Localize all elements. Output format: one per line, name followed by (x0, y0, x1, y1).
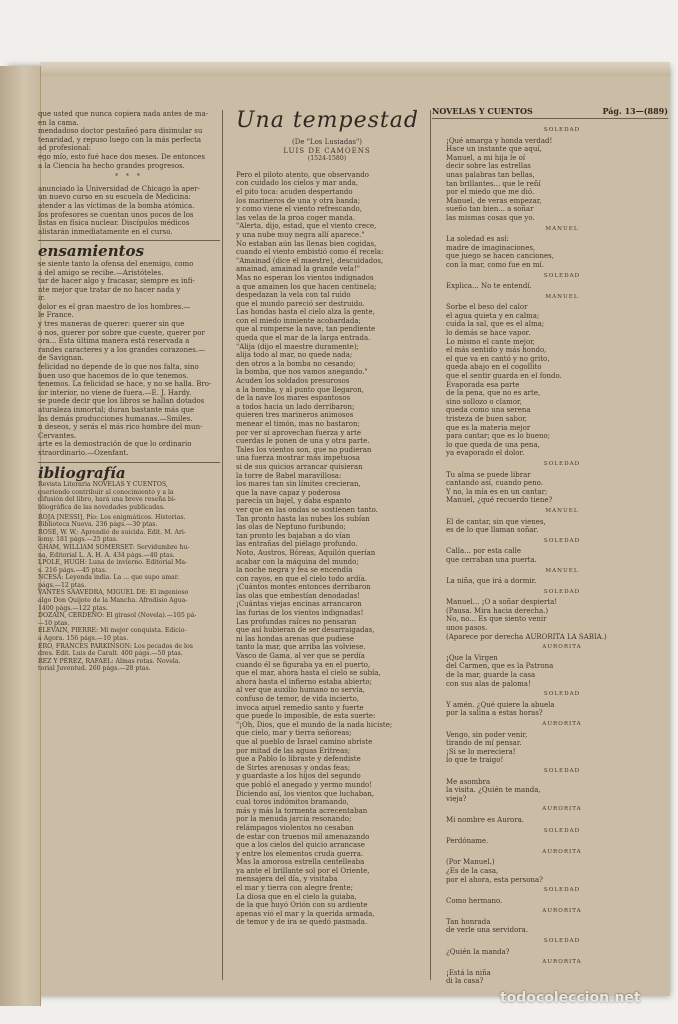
quote-line: buen uso que hacemos de lo que tenemos. (38, 371, 189, 380)
quote-line: a del amigo se recibe.—Aristóteles. (38, 268, 164, 277)
section-title-bibliografia: ibliografía (38, 463, 126, 482)
dialogue-line: ya evaporado el dolor. (446, 449, 525, 458)
poem-line: que así hubieran de ser desarraigadas, (236, 626, 375, 635)
dialogue-line: queda abajo en el cogollito (446, 363, 542, 372)
quote-line: se siente tanto la ofensa del enemigo, como (38, 259, 194, 268)
dialogue-line: por la salina a estas horas? (446, 709, 543, 718)
dialogue-line: con sus alas de paloma! (446, 679, 531, 688)
speaker-name: AURORITA (542, 959, 582, 966)
quote-line: le France. (38, 311, 74, 320)
quote-line: tenemos. La felicidad se hace, y no se halla. Bro- (38, 380, 212, 389)
poem-line: despedazan la vela con tal ruido (236, 291, 351, 300)
poem-line: que puede lo imposible, de esta suerte: (236, 712, 376, 721)
text-line: que usted que nunca copiera nada antes de ma- (38, 110, 209, 118)
bibliography-entry: —10 ptas. (38, 619, 70, 627)
bibliography-entry: págs.—12 ptas. (38, 581, 87, 589)
dialogue-line: (Pausa. Mira hacia derecha.) (446, 606, 549, 615)
poem-line: Tales los vientos son, que no pudieran (236, 445, 372, 454)
dialogue-line: Mi nombre es Aurora. (446, 815, 525, 824)
intro-text (38, 110, 220, 170)
dialogue-line: ¡Qué amarga y honda verdad! (446, 136, 553, 145)
dialogue-line: lo demás se hace vapor. (446, 329, 531, 338)
text-line: difusión del libro, hará una breve reseña bi- (38, 496, 176, 504)
dialogue-line: Manuel, de veras empezar, (446, 196, 542, 205)
poem-line: la noche negra y fea se encendía (236, 566, 353, 575)
poem-line: ya ante el brillante sol por el Oriente, (236, 866, 370, 875)
poem-line: Mas la amorosa estrella centelleaba (236, 858, 365, 867)
bibliography-entry: na, Editorial L. A. H. A. 434 págs.—40 ptas. (38, 551, 175, 559)
dialogue-line: las mismas cosas que yo. (446, 213, 535, 222)
dialogue-line: Lo mismo el cante mejor, (446, 337, 535, 346)
bibliography-entry: ROJA [NESSI], Pío: Los enigmáticos. Historias. (38, 513, 186, 521)
speaker-name: AURORITA (542, 644, 582, 651)
dialogue-line: tristeza de buen sabor, (446, 415, 528, 423)
poem-line: las entrañas del piélago profundo. (236, 540, 358, 549)
bibliography-entry: ELEVAIN, PIERRE: Mi mejor conquista. Edicio- (38, 627, 187, 635)
quote-line: ora... Esta última manera está reservada a (38, 337, 190, 346)
poem-line: Diciendo así, los vientos que luchaban, (236, 789, 375, 798)
poem-line: den otros a la bomba no cesando; (236, 359, 356, 368)
quote-line: tar de hacer algo y fracasar, siempre es infi- (38, 277, 195, 286)
text-line: un nuevo curso en su escuela de Medicina: (38, 193, 191, 202)
dialogue-line: Hace un instante que aquí, (446, 145, 542, 154)
poem-line: con cuidado los cielos y mar anda, (236, 179, 359, 188)
dialogue-line: Manuel... ¡O a soñar despierta! (446, 598, 558, 607)
bibliography-entry: dres. Edit. Luis de Caralt. 400 págs.—50 ptas. (38, 650, 183, 658)
dialogue-line: por el miedo que me dió. (446, 188, 535, 197)
quote-line: de Savignan. (38, 354, 84, 363)
dialogue-line: Tan honrada (446, 917, 491, 926)
poem-text (226, 171, 428, 927)
dialogue-line: Perdóname. (446, 837, 489, 846)
poem-line: No estaban aún las llenas bien cogidas, (236, 239, 377, 248)
bibliography-list (38, 514, 220, 673)
dialogue-line: Manuel, ¿qué recuerdo tiene? (446, 496, 553, 505)
speaker-name: AURORITA (542, 908, 582, 915)
dialogue-line: sino sollozo o clamor, (446, 397, 522, 406)
quote-line: Cervantes. (38, 431, 77, 440)
left-column (38, 110, 220, 673)
dialogue-line: que cerraban una puerta. (446, 555, 537, 564)
dialogue-line: No, no... Es que siento venir (446, 615, 547, 624)
speaker-name: SOLEDAD (543, 767, 581, 774)
bibliography-entry: s. 216 págs.—45 ptas. (38, 566, 107, 574)
quote-line: o nos, querer por sobre que cueste, querer por (38, 328, 205, 337)
dialogue-line: sueño tan bien... a soñar (446, 205, 534, 214)
poem-line: que cielo, mar y tierra señoreas; (236, 729, 352, 738)
poem-line: que al romperse la nave, tan pendiente (236, 325, 376, 334)
quotes-text (38, 260, 220, 458)
speaker-name: SOLEDAD (543, 588, 581, 595)
poem-line: el mar y tierra con alegre frente; (236, 884, 353, 893)
dialogue-line: para cantar; que es lo bueno; (446, 432, 551, 441)
text-line: ad profesional: (38, 144, 91, 153)
section-rule (38, 240, 220, 241)
poem-line: ahora hasta el infierno estaba abierto; (236, 677, 372, 686)
bibliography-entry: Biblioteca Nueva. 236 págs.—30 ptas. (38, 521, 158, 529)
quote-line: nte mejor que tratar de no hacer nada y (38, 285, 181, 294)
text-line: atender a las víctimas de la bomba atómica. (38, 201, 195, 210)
poem-line: Las profundas raíces no pensaran (236, 617, 357, 626)
poem-line: que la nave capaz y poderosa (236, 488, 341, 497)
dialogue-line: tirando de mí pensar. (446, 739, 522, 748)
poem-line: Las hondas hasta el cielo alza la gente, (236, 308, 375, 317)
poem-line: a la bomba, y al punto que llegaron, (236, 385, 364, 394)
poem-line: tan pronto les bajaban a do vían (236, 531, 351, 540)
poem-line: ni las hondas arenas que pudiese (236, 634, 355, 643)
poem-line: Noto, Austros, Bóreas, Aquilón querían (236, 548, 376, 557)
dialogue-line: tan brillantes... que le reñí (446, 179, 541, 188)
poem-line: alija todo al mar, no quede nada; (236, 351, 353, 360)
bibliography-entry: NCESA: Leyenda india. La ... que supo amar. (38, 574, 179, 582)
dialogue-line: La soledad es así: (446, 235, 509, 244)
poem-line: parecía un bajel, y daba espanto (236, 497, 352, 506)
dialogue-line: ¡Si se lo mereciera! (446, 747, 516, 756)
bibliography-entry: lemy. 181 págs.—25 ptas. (38, 536, 118, 544)
text-line: bliográfica de las novedades publicadas. (38, 503, 165, 511)
dialogue-line: por el ahora, esta persona? (446, 875, 543, 884)
text-line: mendadoso doctor pestañeó para disimular su (38, 127, 203, 136)
poem-line: las olas que embestían denodadas! (236, 591, 361, 600)
poem-line: el pito toca: acuden despertando (236, 187, 353, 196)
bibliography-entry: algo Don Quijote de la Mancha. Afrodisio Agua- (38, 597, 188, 605)
dialogue-line: ¿Quién la manda? (446, 947, 510, 956)
dialogue-line: Vengo, sin poder venir, (446, 730, 528, 739)
poem-line: más y más la tormenta acrecentaban (236, 806, 368, 815)
poem-line: "¡Oh, Dios, que el mundo de la nada hiciste; (236, 720, 393, 729)
speaker-name: SOLEDAD (543, 938, 581, 945)
text-line: listas en física nuclear. Discípulos médicos (38, 219, 190, 228)
quote-line: y tres maneras de querer: querer sin que (38, 320, 185, 329)
dialogue-line: el que va en cantó y no grito, (446, 354, 550, 363)
poem-line: confuso de temor, de vida incierto, (236, 695, 360, 703)
poem-line: La diosa que en el cielo la guiaba, (236, 892, 357, 901)
dialogue-line: el más sentido y más hondo, (446, 346, 547, 355)
dialogue-line: Me asombra (446, 777, 491, 786)
poem-line: de la que huyó Orión con su ardiente (236, 901, 368, 910)
column-rule-right (430, 110, 431, 980)
dialogue-line: Manuel, a mi hija le oí (446, 153, 526, 162)
page-curl (0, 66, 41, 1006)
bibliography-entry: REZ Y PÉREZ, RAFAEL: Almas rotas. Novela. (38, 657, 181, 665)
poem-line: la bomba, que nos vamos anegando." (236, 368, 368, 377)
page-edge (40, 62, 670, 76)
separator: * * * (115, 173, 143, 181)
middle-column (226, 138, 428, 927)
text-line: queriendo contribuir al conocimiento y a la (38, 488, 174, 496)
poem-line: con el miedo inmiente acobardada; (236, 316, 361, 325)
poem-line: cual toros indómitos bramando, (236, 798, 349, 807)
bibliography-entry: ROSE, W. W.: Aprendió de suicida. Edit. M. Ari- (38, 528, 186, 536)
dialogue-line: Evaporada esa parte (446, 380, 520, 389)
text-line: a la Ciencia ha hecho grandes progresos. (38, 161, 185, 170)
speaker-name: SOLEDAD (543, 827, 581, 834)
poem-line: acabar con la máquina del mundo; (236, 557, 359, 566)
text-line: Revista Literaria NOVELAS Y CUENTOS, (38, 481, 168, 489)
poem-line: los marineros de una y otra banda; (236, 196, 361, 205)
quote-line: dolor es el gran maestro de los hombres.— (38, 302, 191, 311)
poem-line: cuando él se figuraba ya en el puerto, (236, 660, 371, 669)
text-line: los profesores se cuentan unos pocos de los (38, 210, 194, 219)
poem-line: quieren tres marineros animosos (236, 411, 354, 420)
speaker-name: SOLEDAD (543, 272, 581, 279)
bibliography-entry: DOZAIN, CERDEÑO: El girasol (Novela).—105 pá- (38, 612, 197, 620)
poem-line: por mitad de las aguas Eritreas; (236, 746, 351, 755)
header-rule (432, 118, 668, 119)
quote-line: xtraordinario.—Ozenfant. (38, 448, 129, 457)
poem-line: y una nube muy negra allí aparece." (236, 230, 365, 239)
dialogue-line: cantando así, cuando peno. (446, 479, 543, 488)
speaker-name: AURORITA (542, 721, 582, 727)
bibliography-entry: 1400 págs.—122 ptas. (38, 604, 108, 612)
quote-line: aturaleza inmortal; duran bastante más que (38, 406, 195, 414)
poem-line: y entre los elementos cruda guerra. (236, 849, 364, 858)
poem-line: las velas de la proa coger manda. (236, 213, 356, 222)
dialogue-line: el agua quieta y en calma; (446, 311, 540, 320)
poem-line: con rayos, en que el cielo todo ardía. (236, 574, 368, 583)
poem-line: tanto la mar, que arriba las volviese. (236, 643, 366, 652)
poem-line: si de sus quicios arrancar quisieran (236, 462, 363, 471)
quote-line: randes caracteres y a los grandes corazones.— (38, 345, 206, 354)
poem-line: Vasco de Gama, al ver que se perdía (236, 652, 365, 661)
dialogue-line: La niña, que irá a dormir. (446, 577, 537, 586)
dialogue-line: Como hermano. (446, 896, 503, 905)
bibliography-entry: torial Juventud. 260 págs.—28 ptas. (38, 665, 151, 673)
running-header (432, 106, 668, 116)
poem-line: mensajera del día, y visitaba (236, 875, 338, 884)
speaker-name: SOLEDAD (543, 460, 581, 467)
speaker-name: SOLEDAD (543, 127, 581, 133)
speaker-name: SOLEDAD (543, 887, 581, 894)
dialogue-line: El de cantar, sin que vienes, (446, 517, 546, 526)
poem-line: Pero el piloto atento, que observando (236, 170, 369, 179)
poem-line: ¡Cuántos montes entonces derribaron (236, 583, 371, 592)
poem-line: las furias de los vientos indignadas! (236, 609, 364, 618)
poem-line: "Alerta, dijo, estad, que el viento crece, (236, 222, 377, 231)
poem-line: Tan pronto hasta las nubes los subían (236, 514, 370, 523)
poem-line: Mas no esperan los vientos indignados (236, 273, 374, 282)
poem-line: cuando el viento embistió como él recela: (236, 248, 384, 257)
poem-line: por ver si aprovechan fuerza y arte (236, 428, 361, 437)
column-rule-left (222, 110, 223, 980)
poem-line: menear el timón, mas no bastaron; (236, 420, 360, 428)
section-title-pensamientos: ensamientos (38, 242, 145, 261)
poem-line: que a Pablo lo libraste y defendiste (236, 755, 361, 764)
speaker-name: SOLEDAD (543, 691, 581, 698)
poem-line: la torre de Babel maravillosa: (236, 471, 342, 480)
poem-line: invoca aquel remedio santo y fuerte (236, 703, 364, 712)
dialogue-line: ¡Está la niña (446, 968, 491, 977)
dialogue-line: que juego se hacen canciones, (446, 252, 554, 261)
dialogue-line: Calla... por esta calle (446, 547, 522, 556)
dialogue-line: unos pasos. (446, 624, 488, 633)
dialogue-line: unas palabras tan bellas, (446, 170, 535, 179)
bibliography-intro (38, 481, 220, 511)
quote-line: las demás producciones humanas.—Smiles. (38, 414, 193, 423)
dialogue-line: madre de imaginaciones, (446, 243, 536, 252)
poem-line: queda que el mar de la larga entrada. (236, 334, 371, 343)
poem-line: y como viene el viento refrescando, (236, 205, 362, 214)
poem-line: que a los cielos del quicio arrancase (236, 841, 365, 850)
article-subtitle: (De "Los Lusiadas") (292, 138, 362, 146)
quote-line: se puede decir que los libros se hallan dotados (38, 397, 205, 406)
poem-line: al ver que auxilio humano no servía, (236, 686, 365, 695)
poem-line: amainad, amainad la grande vela!" (236, 265, 360, 274)
dialogue-line: es de lo que llaman soñar. (446, 526, 539, 535)
poem-line: que el mundo pareció ser destruido. (236, 299, 365, 308)
bibliography-entry: a Agora. 156 págs.—10 ptas. (38, 635, 129, 643)
quote-line: n deseos, y serás el más rico hombre del mun- (38, 423, 203, 432)
poem-line: Acuden los soldados presurosos (236, 377, 350, 386)
dialogue-line: la visita. ¿Quién te manda, (446, 786, 541, 795)
dialogue-line: lo que queda de una pena, (446, 440, 540, 449)
dialogue-line: queda como una serena (446, 406, 531, 415)
poem-line: "Alija (dijo el maestre duramente); (236, 342, 359, 351)
poem-line: que al pueblo de Israel camino abriste (236, 737, 373, 746)
dialogue-line: di la casa? (446, 977, 484, 986)
quote-line: felicidad no depende de lo que nos falta, sino (38, 363, 199, 372)
right-column (432, 124, 678, 986)
poem-line: "Amainad (dice el maestre), descuidados, (236, 256, 384, 265)
dialogue-line: cuida la sal, que es el alma; (446, 320, 545, 329)
dialogue-line: lo que te traigo! (446, 756, 504, 765)
poem-line: de Sirtes arenosas y ondas feas; (236, 763, 351, 772)
article-dates: (1524-1580) (307, 155, 347, 163)
poem-line: apenas vió el mar y la querida armada, (236, 909, 375, 918)
poem-line: de estar con truenos mil amenazando (236, 832, 370, 841)
quote-line: arte es la demostración de que lo ordinario (38, 440, 192, 449)
dialogue-text (446, 126, 678, 986)
dialogue-line: con la mar, como fue en mí. (446, 260, 544, 269)
dialogue-line: (Por Manuel.) (446, 858, 495, 867)
speaker-name: MANUEL (545, 507, 579, 514)
article-title: Una tempestad (236, 108, 419, 133)
bibliography-entry: VANTES SAAVEDRA, MIGUEL DE: El ingenioso (38, 589, 189, 597)
bibliography-entry: ERO, FRANCES PARKINSON: Los pecados de los (38, 642, 193, 650)
dialogue-line: Explica... No te entendí. (446, 282, 532, 291)
text-line: alistarán inmediatamente en el curso. (38, 227, 173, 236)
watermark: todocoleccion.net (500, 990, 641, 1006)
poem-line: relámpagos violentos no cesaban (236, 823, 354, 832)
poem-line: de la nave los mares espantosos (236, 394, 351, 403)
dialogue-line: del Carmen, que es la Patrona (446, 662, 554, 671)
poem-line: a todos hacia un lado derribaron; (236, 402, 355, 411)
speaker-name: SOLEDAD (543, 537, 581, 544)
speaker-name: MANUEL (545, 567, 579, 574)
header-section: NOVELAS Y CUENTOS (432, 106, 533, 116)
speaker-name: AURORITA (542, 848, 582, 855)
quote-line: ior interior, no viene de fuera.—E. J. Hardy. (38, 388, 192, 397)
poem-line: ¡Cuántas viejas encinas arrancaron (236, 600, 362, 609)
speaker-name: MANUEL (545, 225, 579, 232)
poem-line: de temor y de ira se quedó pasmada. (236, 918, 368, 927)
poem-line: las olas de Neptuno furibundo; (236, 523, 346, 532)
dialogue-line: que el sentir guarda en el fondo. (446, 372, 562, 381)
dialogue-line: ¿Es de la casa, (446, 866, 499, 875)
poem-line: que el mar, ahora hasta el cielo se subía, (236, 669, 381, 678)
poem-line: por la menuda jarcia resonando; (236, 815, 352, 824)
dialogue-line: Y amén. ¿Qué quiere la abuela (446, 700, 555, 709)
poem-line: cuerdas le ponen de una y otra parte. (236, 437, 370, 446)
dialogue-line: decir sobre las estrellas (446, 162, 531, 171)
header-page: Pág. 13—(889) (602, 106, 668, 116)
dialogue-line: de la mar, guarde la casa (446, 671, 536, 680)
text-line: ego mío, esto fué hace dos meses. De entonces (38, 152, 205, 161)
dialogue-line: Sorbe el beso del calor (446, 303, 528, 312)
poem-line: a que amainen los que hacen centinela; (236, 282, 377, 291)
dialogue-line: que es la materia mejor (446, 423, 531, 432)
dialogue-line: de la pena, que no es arte, (446, 389, 541, 398)
poem-line: los mares tan sin límites crecieran, (236, 480, 361, 489)
bibliography-entry: GHAM, WILLIAM SOMERSET: Servidumbre hu- (38, 543, 190, 551)
section-rule (38, 462, 220, 463)
poem-line: ver que en las ondas se sostienen tanto. (236, 505, 378, 514)
dialogue-line: ¡Que la Virgen (446, 653, 498, 662)
quote-line: ir. (38, 294, 46, 303)
text-line: en la cama. (38, 118, 79, 127)
text-line: tenaridad, y repuso luego con la más perfecta (38, 135, 202, 144)
poem-line: y guardaste a los hijos del segundo (236, 772, 361, 781)
poem-line: que pobló el anegado y yermo mundo! (236, 780, 373, 789)
speaker-name: AURORITA (542, 806, 582, 813)
dialogue-line: (Aparece por derecha AURORITA LA SABIA.) (446, 632, 607, 641)
poem-line: una fuerza mostrar más impetuosa (236, 454, 360, 463)
dialogue-line: vieja? (446, 794, 467, 803)
news-text (38, 185, 220, 237)
speaker-name: MANUEL (545, 293, 579, 300)
text-line: anunciado la Universidad de Chicago la aper- (38, 184, 200, 193)
dialogue-line: Y no, la mía es en un cantar; (446, 487, 548, 496)
article-author: LUIS DE CAMOENS (283, 146, 371, 155)
dialogue-line: Tu alma se puede librar (446, 470, 531, 479)
bibliography-entry: LPOLE, HUGH: Luna de invierno. Editorial Ma- (38, 559, 188, 567)
dialogue-line: de verle una servidora. (446, 926, 529, 935)
